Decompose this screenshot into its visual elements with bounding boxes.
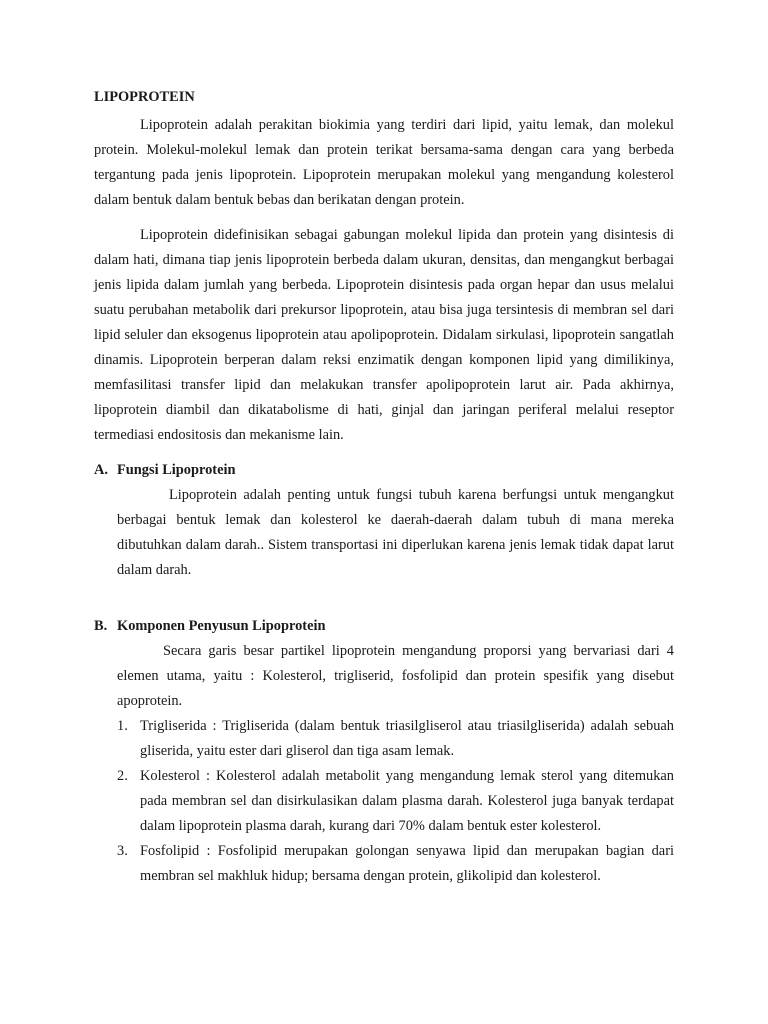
list-item-text: Kolesterol : Kolesterol adalah metabolit yang mengandung lemak sterol yang ditemukan pada membran sel dan disirkulasikan dalam plasma darah. Kolesterol juga banyak terdapat dalam lipoprotein plasma darah, kurang dari 70% dalam bentuk ester kolesterol. (140, 768, 674, 834)
section-b-title: Komponen Penyusun Lipoprotein (117, 618, 326, 634)
component-list (117, 714, 674, 889)
document-title: LIPOPROTEIN (94, 89, 195, 105)
list-item-text: Trigliserida : Trigliserida (dalam bentuk triasilgliserol atau triasilgliserida) adalah sebuah gliserida, yaitu ester dari gliserol dan tiga asam lemak. (140, 718, 674, 759)
section-b-body (117, 639, 674, 889)
list-item-number: 3. (117, 843, 128, 859)
section-a-heading (94, 458, 674, 483)
list-item-number: 2. (117, 768, 128, 784)
section-b-heading (94, 614, 674, 639)
list-item (117, 714, 674, 764)
section-a-paragraph: Lipoprotein adalah penting untuk fungsi tubuh karena berfungsi untuk mengangkut berbagai bentuk lemak dan kolesterol ke daerah-daerah dalam tubuh di mana mereka dibutuhkan dalam darah.. Sistem transportasi ini diperlukan karena jenis lemak tidak dapat larut dalam darah. (117, 487, 674, 578)
intro-paragraph-1: Lipoprotein adalah perakitan biokimia yang terdiri dari lipid, yaitu lemak, dan molekul protein. Molekul-molekul lemak dan protein terikat bersama-sama dengan cara yang berbeda tergantung pada jenis lipoprotein. Lipoprotein merupakan molekul yang mengandung kolesterol dalam bentuk dalam bentuk bebas dan berikatan dengan protein. (94, 117, 674, 208)
section-b-letter: B. (94, 618, 108, 634)
section-b-intro: Secara garis besar partikel lipoprotein mengandung proporsi yang bervariasi dari 4 elemen utama, yaitu : Kolesterol, trigliserid, fosfolipid dan protein spesifik yang disebut apoprotein. (117, 643, 674, 709)
section-a-body (117, 483, 674, 583)
list-item (117, 764, 674, 839)
section-spacer (94, 583, 674, 604)
list-item-number: 1. (117, 718, 128, 734)
intro-paragraph-2: Lipoprotein didefinisikan sebagai gabungan molekul lipida dan protein yang disintesis di dalam hati, dimana tiap jenis lipoprotein berbeda dalam ukuran, densitas, dan mengangkut berbagai jenis lipida dalam jumlah yang berbeda. Lipoprotein disintesis pada organ hepar dan usus melalui suatu perubahan metabolik dari prekursor lipoprotein, atau bisa juga tersintesis di membran sel dari lipid seluler dan eksogenus lipoprotein atau apolipoprotein. Didalam sirkulasi, lipoprotein sangatlah dinamis. Lipoprotein berperan dalam reksi enzimatik dengan komponen lipid yang dimilikinya, memfasilitasi transfer lipid dan melakukan transfer apolipoprotein larut air. Pada akhirnya, lipoprotein diambil dan dikatabolisme di hati, ginjal dan jaringan periferal melalui reseptor termediasi endositosis dan mekanisme lain. (94, 227, 674, 443)
list-item-text: Fosfolipid : Fosfolipid merupakan golongan senyawa lipid dan merupakan bagian dari membran sel makhluk hidup; bersama dengan protein, glikolipid dan kolesterol. (140, 843, 674, 884)
section-a-letter: A. (94, 462, 108, 478)
list-item (117, 839, 674, 889)
section-a-title: Fungsi Lipoprotein (117, 462, 236, 478)
